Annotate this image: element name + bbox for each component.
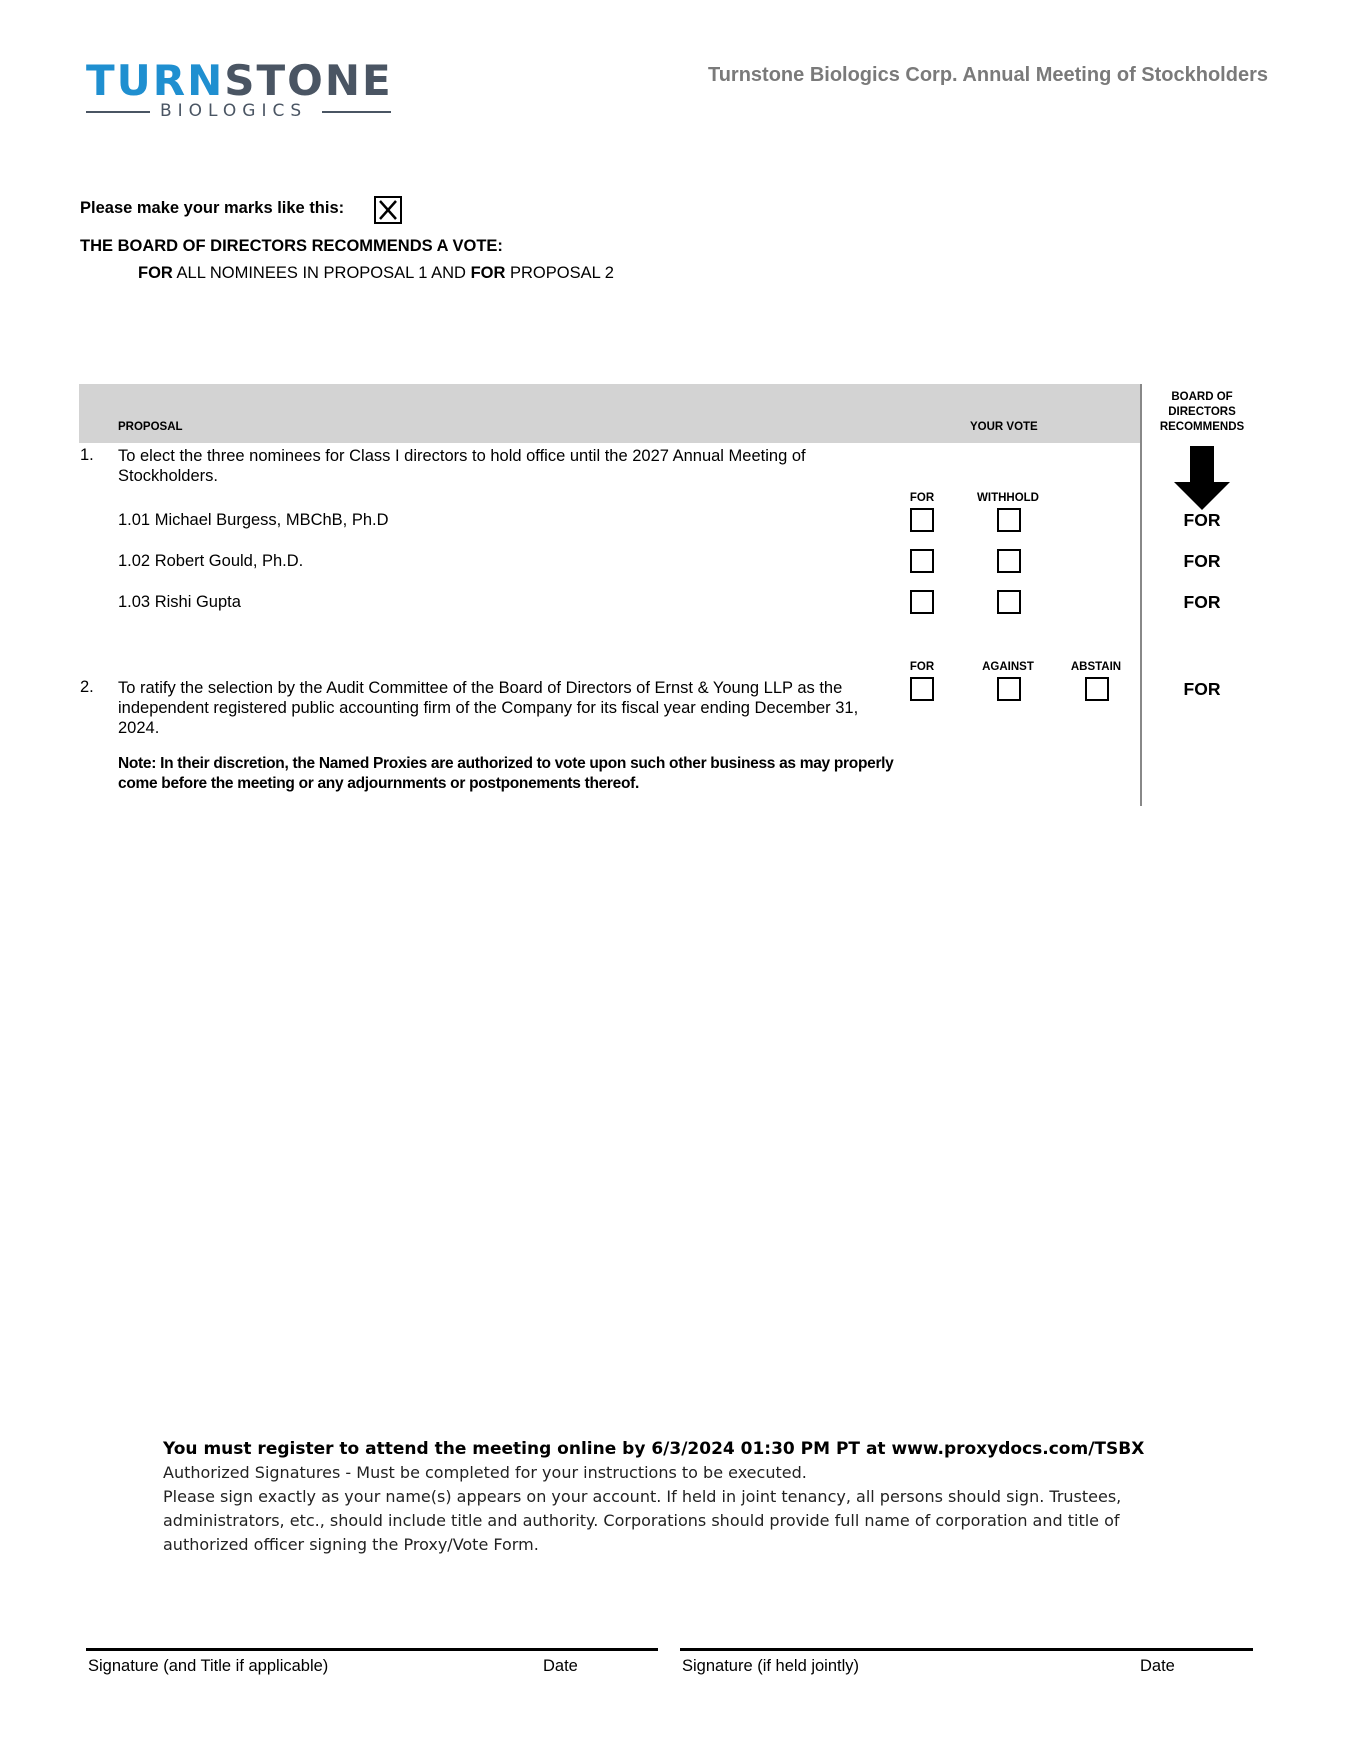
company-logo bbox=[86, 58, 391, 120]
signature-2-label: Signature (if held jointly) bbox=[682, 1657, 860, 1675]
proposal-2-abstain-header: ABSTAIN bbox=[1070, 661, 1122, 673]
proposal-table-header bbox=[79, 384, 1141, 443]
nominee-1-withhold-checkbox[interactable] bbox=[997, 508, 1021, 532]
proposal-2-text: To ratify the selection by the Audit Committee of the Board of Directors of Ernst & Young LLP as the independent registered public accounting firm of the Company for its fiscal year ending December 31, 2024. bbox=[118, 679, 859, 737]
proposal-1-text: To elect the three nominees for Class I directors to hold office until the 2027 Annual Meeting of Stockholders. bbox=[118, 447, 806, 485]
signature-line-2[interactable] bbox=[680, 1648, 1253, 1651]
nominee-1-recommendation: FOR bbox=[1183, 510, 1221, 530]
board-recommendation-detail: FOR ALL NOMINEES IN PROPOSAL 1 AND FOR PROPOSAL 2 bbox=[138, 264, 614, 282]
board-recommendation-heading: THE BOARD OF DIRECTORS RECOMMENDS A VOTE: bbox=[80, 237, 503, 255]
board-recommends-column-header: BOARD OF DIRECTORS RECOMMENDS bbox=[1159, 391, 1245, 433]
proposal-1-for-header: FOR bbox=[909, 492, 935, 504]
down-arrow-icon bbox=[1174, 446, 1230, 510]
your-vote-column-header: YOUR VOTE bbox=[970, 421, 1038, 433]
signature-line-1[interactable] bbox=[86, 1648, 658, 1651]
nominee-3-recommendation: FOR bbox=[1183, 592, 1221, 612]
logo-wordmark: TURNSTONE bbox=[86, 56, 393, 105]
logo-rule-right bbox=[322, 111, 391, 113]
signing-instructions: Please sign exactly as your name(s) appears on your account. If held in joint tenancy, all persons should sign. Trustees, administrators, etc., should include title and authority. Corporations should provide full name of corporation and title of authorized officer signing the Proxy/Vote Form. bbox=[163, 1487, 1122, 1554]
proposal-2-against-checkbox[interactable] bbox=[997, 677, 1021, 701]
nominee-2-label: 1.02 Robert Gould, Ph.D. bbox=[118, 552, 304, 570]
marks-instruction: Please make your marks like this: bbox=[80, 199, 345, 217]
logo-sub-text: BIOLOGICS bbox=[160, 101, 308, 121]
proposal-2-number: 2. bbox=[80, 678, 94, 696]
nominee-3-withhold-checkbox[interactable] bbox=[997, 590, 1021, 614]
sample-mark-box bbox=[374, 196, 402, 224]
proposal-2-recommendation: FOR bbox=[1183, 679, 1221, 699]
nominee-2-for-checkbox[interactable] bbox=[910, 549, 934, 573]
proxy-note: Note: In their discretion, the Named Proxies are authorized to vote upon such other business as may properly come before the meeting or any adjournments or postponements thereof. bbox=[118, 755, 894, 792]
proposal-2-for-header: FOR bbox=[909, 661, 935, 673]
nominee-3-for-checkbox[interactable] bbox=[910, 590, 934, 614]
signature-1-label: Signature (and Title if applicable) bbox=[88, 1657, 329, 1675]
proposal-1-number: 1. bbox=[80, 446, 94, 464]
proposal-2-against-header: AGAINST bbox=[982, 661, 1034, 673]
date-1-label: Date bbox=[543, 1657, 578, 1675]
nominee-1-label: 1.01 Michael Burgess, MBChB, Ph.D bbox=[118, 511, 389, 529]
column-divider bbox=[1140, 384, 1142, 806]
authorized-signatures-text: Authorized Signatures - Must be completed for your instructions to be executed. bbox=[163, 1463, 807, 1482]
page-title: Turnstone Biologics Corp. Annual Meeting of Stockholders bbox=[707, 64, 1268, 86]
logo-rule-left bbox=[86, 111, 150, 113]
proposal-2-for-checkbox[interactable] bbox=[910, 677, 934, 701]
proposal-2-abstain-checkbox[interactable] bbox=[1085, 677, 1109, 701]
proposal-column-header: PROPOSAL bbox=[118, 421, 183, 433]
nominee-1-for-checkbox[interactable] bbox=[910, 508, 934, 532]
logo-subtitle bbox=[86, 102, 391, 120]
nominee-3-label: 1.03 Rishi Gupta bbox=[118, 593, 241, 611]
nominee-2-withhold-checkbox[interactable] bbox=[997, 549, 1021, 573]
registration-notice: You must register to attend the meeting online by 6/3/2024 01:30 PM PT at www.proxydocs.com/TSBX bbox=[163, 1439, 1145, 1459]
date-2-label: Date bbox=[1140, 1657, 1175, 1675]
proposal-1-withhold-header: WITHHOLD bbox=[977, 492, 1039, 504]
nominee-2-recommendation: FOR bbox=[1183, 551, 1221, 571]
x-mark-icon bbox=[376, 198, 400, 222]
